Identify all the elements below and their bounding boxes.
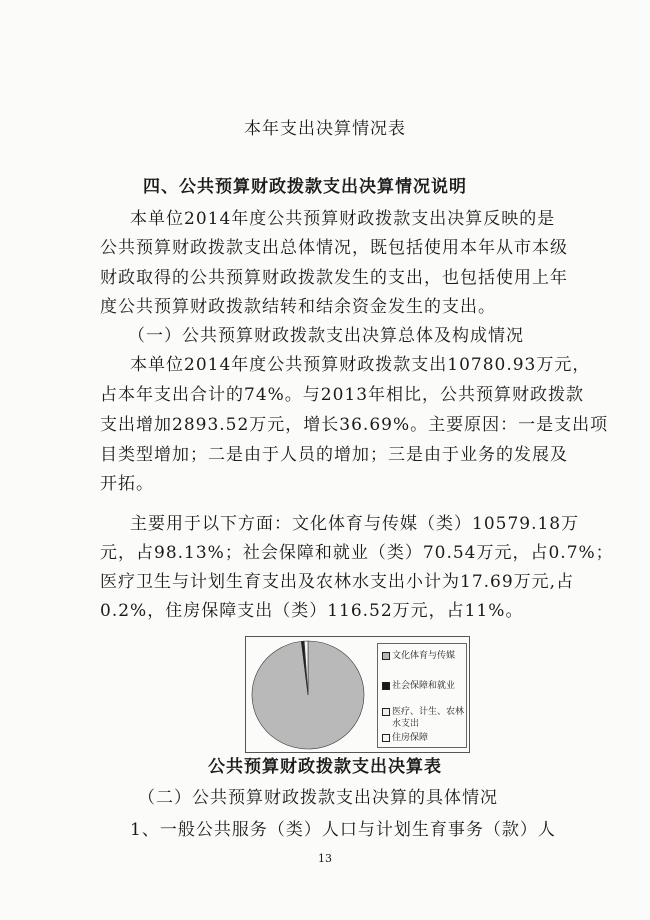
- intro-line-1: 本单位2014年度公共预算财政拨款支出决算反映的是: [130, 209, 556, 229]
- composition-line-4: 0.2%，住房保障支出（类）116.52万元，占11%。: [100, 601, 524, 621]
- page-number: 13: [318, 852, 332, 865]
- overview-line-3: 支出增加2893.52万元，增长36.69%。主要原因：一是支出项: [100, 415, 609, 435]
- sub-heading-1: （一）公共预算财政拨款支出决算总体及构成情况: [128, 326, 524, 346]
- legend-label: 住房保障: [392, 733, 429, 743]
- legend-swatch: [382, 682, 390, 690]
- overview-line-5: 开拓。: [100, 474, 154, 494]
- composition-line-1: 主要用于以下方面：文化体育与传媒（类）10579.18万: [130, 514, 580, 534]
- pie-legend: [377, 643, 467, 748]
- page-title: 本年支出决算情况表: [244, 119, 406, 139]
- intro-line-4: 度公共预算财政拨款结转和结余资金发生的支出。: [100, 297, 496, 317]
- section-heading: 四、公共预算财政拨款支出决算情况说明: [143, 177, 467, 197]
- chart-caption: 公共预算财政拨款支出决算表: [208, 757, 442, 777]
- overview-line-1: 本单位2014年度公共预算财政拨款支出10780.93万元，: [130, 355, 591, 375]
- sub-heading-2: （二）公共预算财政拨款支出决算的具体情况: [138, 788, 498, 808]
- legend-swatch: [382, 652, 390, 660]
- pie-chart: [245, 636, 470, 753]
- intro-line-2: 公共预算财政拨款支出总体情况，既包括使用本年从市本级: [100, 238, 568, 258]
- legend-swatch: [382, 708, 390, 716]
- composition-line-2: 元，占98.13%；社会保障和就业（类）70.54万元，占0.7%；: [100, 543, 614, 563]
- legend-swatch: [382, 734, 390, 742]
- composition-line-3: 医疗卫生与计划生育支出及农林水支出小计为17.69万元,占: [100, 572, 575, 592]
- pie-chart-plot: [246, 637, 374, 752]
- legend-label: 医疗、计生、农林水支出: [392, 707, 465, 729]
- item-1-text: 1、一般公共服务（类）人口与计划生育事务（款）人: [130, 820, 556, 840]
- overview-line-4: 目类型增加；二是由于人员的增加；三是由于业务的发展及: [100, 445, 568, 465]
- intro-line-3: 财政取得的公共预算财政拨款发生的支出，也包括使用上年: [100, 268, 568, 288]
- overview-line-2: 占本年支出合计的74%。与2013年相比，公共预算财政拨款: [100, 385, 585, 405]
- legend-label: 社会保障和就业: [392, 681, 456, 691]
- legend-label: 文化体育与传媒: [392, 651, 456, 661]
